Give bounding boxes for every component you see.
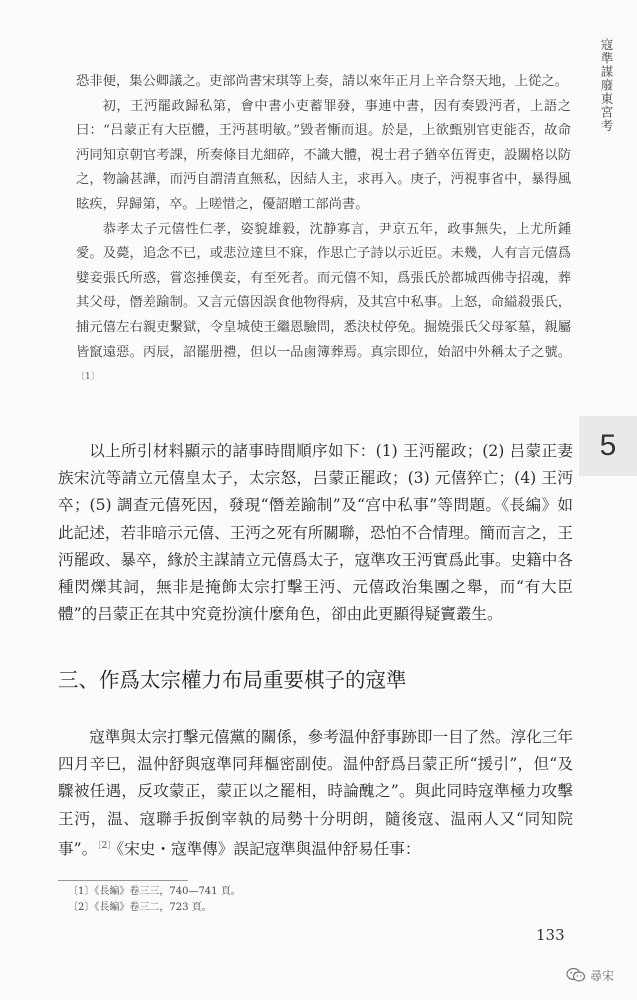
running-head: 寇準謀廢東宮考 [599, 38, 614, 133]
page-number: 133 [536, 926, 565, 944]
wechat-icon [566, 967, 586, 983]
watermark [566, 964, 614, 986]
footnote-rule [58, 880, 188, 881]
chapter-tab: 5 [579, 416, 637, 476]
section-paragraph-text: 《宋史・寇準傳》誤記寇準與温仲舒易任事： [116, 840, 421, 858]
section-paragraph [58, 724, 573, 863]
quote-paragraph [76, 218, 571, 395]
body-paragraph: 以上所引材料顯示的諸事時間順序如下：(1) 王沔罷政；(2) 吕蒙正妻族宋沆等請立元僖皇太子，太宗怒，吕蒙正罷政；(3) 元僖猝亡；(4) 王沔卒；(5) 調查元僖死因，發現“僭差踰制”及“宫中私事”等問題。《長編》如此記述，若非暗示元僖、王沔之死有所關聯，恐怕不合情理。簡而言之，王沔罷政、暴卒，緣於主謀請立元僖爲太子，寇準攻王沔實爲此事。史籍中各種閃爍其詞，無非是掩飾太宗打擊王沔、元僖政治集團之舉，而“有大臣體”的吕蒙正在其中究竟扮演什麼角色，卻由此更顯得疑竇叢生。 [58, 442, 573, 624]
quote-paragraph: 初，王沔罷政歸私第，會中書小吏蓄罪發，事連中書，因有奏毀沔者，上語之曰：“吕蒙正有大臣體，王沔甚明敏。”毀者慚而退。於是，上欲甄别官吏能否，故命沔同知京朝官考課，所奏條目尤細碎，不識大體，視士君子猶卒伍胥吏，設關格以防之，物論甚譁，而沔自謂清直無私，因結人主，求再入。庚子，沔視事省中，暴得風眩疾，舁歸第，卒。上嗟惜之，優詔贈工部尚書。 [76, 98, 571, 212]
section-paragraph-text: 寇準與太宗打擊元僖黨的關係，參考温仲舒事跡即一目了然。淳化三年四月辛巳，温仲舒與寇準同拜樞密副使。温仲舒爲吕蒙正所“援引”，但“及驟被任遇，反攻蒙正，蒙正以之罷相，時論醜之”。與此同時寇準極力攻擊王沔，温、寇聯手扳倒宰執的局勢十分明朗，隨後寇、温兩人又“同知院事”。 [58, 728, 573, 858]
footnotes [68, 884, 468, 916]
section-heading: 三、作爲太宗權力布局重要棋子的寇準 [58, 668, 407, 692]
footnote-item: 〔2〕《長編》卷三二，723 頁。 [68, 902, 212, 913]
footnote-marker[interactable]: 〔1〕 [76, 372, 100, 383]
watermark-label: 尋宋 [590, 968, 615, 983]
quote-paragraph-text: 恭孝太子元僖性仁孝，姿貌雄毅，沈静寡言，尹京五年，政事無失，上尤所鍾愛。及薨，追念不已，或悲泣達旦不寐，作思亡子詩以示近臣。未幾，人有言元僖爲嬖妾張氏所惑，嘗恣捶僕妾，有至死者。而元僖不知，爲張氏於都城西佛寺招魂，葬其父母，僭差踰制。又言元僖因誤食他物得病，及其宫中私事。上怒，命縊殺張氏，捕元僖左右親吏繫獄，令皇城使王繼恩驗問，悉決杖停免。掘燒張氏父母冢墓，親屬皆竄遠惡。丙辰，詔罷册禮，但以一品鹵簿葬焉。真宗即位，始詔中外稱太子之號。 [76, 221, 571, 360]
footnote-marker[interactable]: 〔2〕 [97, 840, 117, 851]
section-body-text [58, 724, 573, 863]
body-text [58, 438, 573, 628]
footnote-item: 〔1〕《長編》卷三三，740—741 頁。 [68, 886, 241, 897]
quote-paragraph: 恐非便，集公卿議之。吏部尚書宋琪等上奏，請以來年正月上辛合祭天地，上從之。 [76, 74, 568, 89]
block-quote [76, 70, 571, 394]
